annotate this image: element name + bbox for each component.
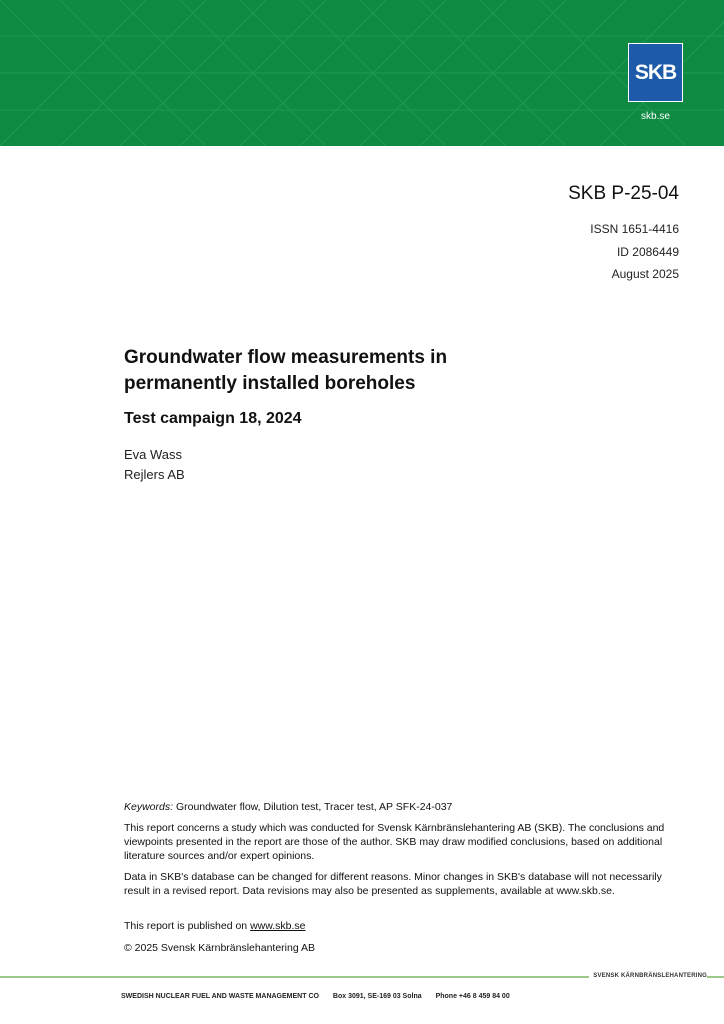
published-note	[124, 919, 669, 933]
footer-contact	[121, 993, 522, 1000]
keywords-text: Groundwater flow, Dilution test, Tracer test, AP SFK-24-037	[175, 801, 453, 813]
header-banner	[0, 0, 724, 146]
footer-address: Box 3091, SE-169 03 Solna	[332, 993, 422, 1000]
disclaimer-paragraph: This report concerns a study which was conducted for Svensk Kärnbränslehantering AB (SKB). The conclusions and viewpoints presented in the report are those of the author. SKB may draw modified conclusions, based on additional literature sources and/or expert opinions.	[124, 822, 665, 862]
site-link[interactable]: skb.se	[641, 111, 670, 122]
footer-org-english: SWEDISH NUCLEAR FUEL AND WASTE MANAGEMENT CO	[121, 993, 319, 1000]
publication-date: August 2025	[611, 267, 679, 281]
author-name: Eva Wass	[124, 447, 183, 462]
report-subtitle: Test campaign 18, 2024	[124, 410, 302, 427]
footer-phone: Phone +46 8 459 84 00	[435, 993, 510, 1000]
report-title: Groundwater flow measurements in permanently installed boreholes	[124, 347, 448, 394]
logo-text: SKB	[634, 60, 677, 84]
database-paragraph: Data in SKB's database can be changed for different reasons. Minor changes in SKB's database will not necessarily result in a revised report. Data revisions may also be presented as supplements, available at www.skb.se.	[124, 871, 662, 897]
banner-pattern	[0, 0, 724, 146]
footer-org-swedish: SVENSK KÄRNBRÄNSLEHANTERING	[589, 973, 707, 979]
copyright: © 2025 Svensk Kärnbränslehantering AB	[124, 942, 316, 954]
document-id: ID 2086449	[616, 245, 679, 259]
keywords	[124, 800, 669, 814]
issn: ISSN 1651-4416	[590, 222, 679, 236]
skb-logo[interactable]	[628, 43, 683, 102]
keywords-label: Keywords:	[124, 801, 174, 813]
report-id: SKB P-25-04	[568, 183, 679, 204]
author-organization: Rejlers AB	[124, 467, 185, 482]
published-prefix: This report is published on	[124, 920, 248, 932]
published-link[interactable]: www.skb.se	[250, 920, 306, 932]
